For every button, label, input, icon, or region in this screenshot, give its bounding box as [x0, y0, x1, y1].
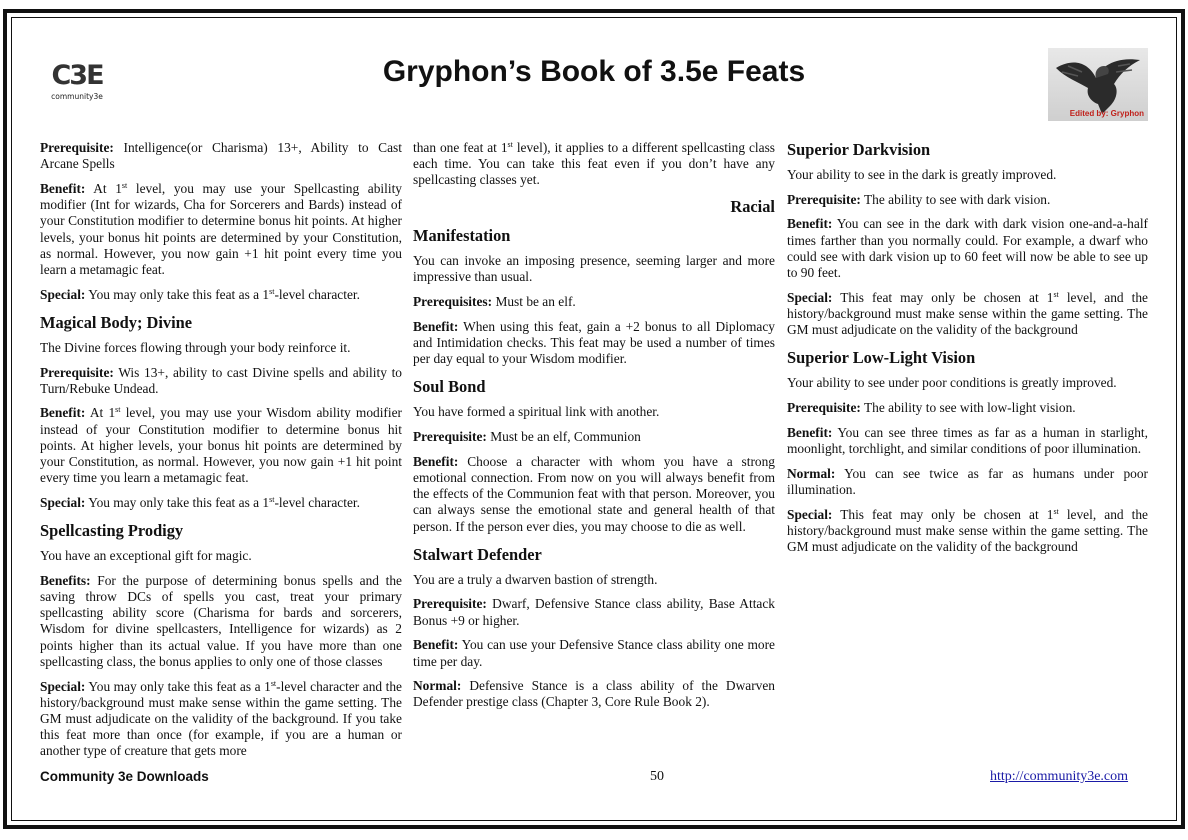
- text: You can see three times as far as a human in starlight, moonlight, torchlight, and similar conditions of poor illumination.: [787, 424, 1148, 456]
- text: At 1: [85, 180, 122, 196]
- text: -level character.: [274, 494, 360, 510]
- text: level, you may use your Wisdom ability modifier instead of your Constitution modifier to determine bonus hit points. At higher levels, your bonus hit points are determined by your Constitution, as normal. However, you now gain +1 hit point every time you learn a metamagic feat.: [40, 405, 403, 486]
- feat-intro: You can invoke an imposing presence, seeming larger and more impressive than usual.: [413, 253, 775, 285]
- paragraph: [787, 290, 1148, 339]
- paragraph: [787, 507, 1148, 556]
- ordinal-suffix: st: [1053, 289, 1059, 299]
- text: This feat may only be chosen at 1: [832, 506, 1054, 522]
- ordinal-suffix: st: [269, 286, 275, 296]
- paragraph: [40, 287, 402, 303]
- label: Special:: [787, 289, 833, 305]
- ordinal-suffix: st: [1053, 506, 1059, 516]
- text: You may only take this feat as a 1: [85, 678, 271, 694]
- text: Intelligence(or Charisma) 13+, Ability to Cast Arcane Spells: [40, 140, 402, 172]
- text: You can see twice as far as humans under poor illumination.: [787, 465, 1148, 497]
- logo-mark: C3E: [51, 60, 103, 91]
- column-2: [413, 140, 775, 719]
- text: This feat may only be chosen at 1: [832, 289, 1054, 305]
- label: Prerequisite:: [413, 596, 487, 612]
- text: When using this feat, gain a +2 bonus to all Diplomacy and Intimidation checks. This feat may be used a number of times per day equal to your Wisdom modifier.: [413, 318, 775, 367]
- ordinal-suffix: st: [507, 140, 513, 149]
- label: Benefit:: [40, 405, 86, 421]
- label: Benefit:: [413, 453, 459, 469]
- paragraph: [787, 466, 1148, 498]
- footer-source: Community 3e Downloads: [40, 769, 209, 784]
- paragraph: [40, 405, 402, 486]
- text: level, you may use your Spellcasting ability modifier (Int for wizards, Cha for Sorcerers and Bards) instead of your Constitution modifier to determine bonus hit points. At higher levels, your bonus hit points are determined by your Constitution, as normal. However, you now gain +1 hit point every time you learn a metamagic feat.: [40, 180, 403, 277]
- paragraph: [40, 679, 402, 760]
- ordinal-suffix: st: [121, 180, 128, 190]
- column-3: [787, 140, 1148, 564]
- footer-link[interactable]: http://community3e.com: [990, 769, 1129, 784]
- image-credit: Edited by: Gryphon: [1069, 109, 1144, 118]
- paragraph: [787, 192, 1148, 208]
- text: -level character.: [274, 286, 360, 302]
- text: You can use your Defensive Stance class ability one more time per day.: [413, 637, 775, 669]
- text: level, and the history/background must make sense within the game setting. The GM must adjudicate on the validity of the background: [787, 289, 1148, 338]
- feat-intro: The Divine forces flowing through your body reinforce it.: [40, 339, 351, 355]
- text: Dwarf, Defensive Stance class ability, Base Attack Bonus +9 or higher.: [413, 596, 775, 628]
- feat-intro: Your ability to see under poor conditions is greatly improved.: [787, 375, 1117, 391]
- feat-heading: Magical Body; Divine: [40, 312, 193, 332]
- text: At 1: [85, 405, 116, 421]
- label: Special:: [40, 286, 86, 302]
- paragraph: [40, 365, 402, 397]
- paragraph: [413, 319, 775, 368]
- label: Special:: [787, 506, 833, 522]
- feat-heading: Superior Darkvision: [787, 140, 931, 159]
- label: Benefit:: [40, 180, 86, 196]
- paragraph: [413, 429, 775, 445]
- community3e-logo: [46, 62, 108, 106]
- feat-intro: Your ability to see in the dark is greatly improved.: [787, 167, 1057, 182]
- label: Prerequisites:: [413, 294, 493, 310]
- ordinal-suffix: st: [269, 494, 275, 504]
- paragraph: [413, 596, 775, 628]
- text: level, and the history/background must make sense within the game setting. The GM must adjudicate on the validity of the background: [787, 506, 1148, 554]
- paragraph: [413, 454, 775, 535]
- text: The ability to see with dark vision.: [860, 191, 1051, 207]
- text: Must be an elf, Communion: [486, 429, 641, 445]
- feat-heading: Spellcasting Prodigy: [40, 521, 184, 541]
- text: -level character and the history/background must make sense within the game setting. The GM must adjudicate on the validity of the background. If you take this feat more than once (for example, if you are a human or another type of creature that gets more: [40, 678, 402, 759]
- text: Must be an elf.: [492, 294, 576, 310]
- feat-heading: Superior Low-Light Vision: [787, 348, 976, 368]
- ordinal-suffix: st: [115, 405, 121, 415]
- label: Prerequisite:: [40, 364, 114, 380]
- ordinal-suffix: st: [270, 678, 277, 688]
- label: Normal:: [787, 465, 836, 481]
- paragraph: [413, 294, 775, 310]
- feat-intro: You have an exceptional gift for magic.: [40, 548, 252, 564]
- paragraph: [787, 216, 1148, 281]
- label: Benefit:: [413, 637, 459, 653]
- text: Defensive Stance is a class ability of the Dwarven Defender prestige class (Chapter 3, Core Rule Book 2).: [413, 678, 775, 710]
- text: than one feat at 1: [413, 140, 508, 155]
- text: Wis 13+, ability to cast Divine spells and ability to Turn/Rebuke Undead.: [40, 364, 402, 396]
- paragraph: [787, 425, 1148, 457]
- feat-heading: Manifestation: [413, 226, 511, 246]
- paragraph: [40, 140, 402, 172]
- paragraph: [413, 637, 775, 669]
- label: Benefit:: [413, 318, 459, 334]
- logo-subtitle: community3e: [51, 92, 103, 101]
- paragraph: [787, 400, 1148, 416]
- text: You can see in the dark with dark vision one-and-a-half times farther than you normally could. For example, a dwarf who could see with dark vision up to 60 feet will now be able to see up to 90 feet.: [787, 216, 1148, 281]
- paragraph: [40, 495, 402, 511]
- label: Benefit:: [787, 216, 833, 232]
- label: Benefit:: [787, 424, 833, 440]
- paragraph: [40, 181, 402, 278]
- text: The ability to see with low-light vision.: [860, 400, 1076, 416]
- paragraph: [413, 140, 775, 189]
- label: Prerequisite:: [40, 140, 114, 155]
- section-heading-racial: Racial: [730, 197, 775, 217]
- label: Special:: [40, 494, 86, 510]
- paragraph: [40, 573, 402, 670]
- text: level), it applies to a different spellcasting class each time. You can take this feat even if you don’t have any spellcasting classes yet.: [413, 140, 775, 188]
- column-1: [40, 140, 402, 768]
- gryphon-image: [1048, 48, 1148, 121]
- page-title: Gryphon’s Book of 3.5e Feats: [382, 55, 806, 88]
- paragraph: [413, 678, 775, 710]
- text: For the purpose of determining bonus spells and the saving throw DCs of spells you cast, treat your primary spellcasting ability score (Charisma for bards and sorcerers, Wisdom for divine spellcasters, Intelligence for wizards) as 2 points higher than its actual value. If you have more than one spellcasting class, the bonus applies to only one of those classes: [40, 572, 402, 669]
- label: Benefits:: [40, 572, 91, 588]
- label: Prerequisite:: [413, 429, 487, 445]
- text: You may only take this feat as a 1: [85, 286, 270, 302]
- label: Prerequisite:: [787, 191, 861, 207]
- feat-heading: Soul Bond: [413, 377, 486, 397]
- label: Normal:: [413, 678, 462, 694]
- feat-intro: You have formed a spiritual link with another.: [413, 404, 660, 420]
- label: Special:: [40, 678, 86, 694]
- label: Prerequisite:: [787, 400, 861, 416]
- feat-heading: Stalwart Defender: [413, 544, 542, 564]
- feat-intro: You are a truly a dwarven bastion of strength.: [413, 571, 658, 587]
- page-number: 50: [650, 769, 664, 784]
- text: You may only take this feat as a 1: [85, 494, 270, 510]
- text: Choose a character with whom you have a strong emotional connection. From now on you will always benefit from the effects of the Communion feat with that person. Moreover, you can always sense the emotional state and general health of that person. If the person ever dies, you may choose to die as well.: [413, 453, 775, 534]
